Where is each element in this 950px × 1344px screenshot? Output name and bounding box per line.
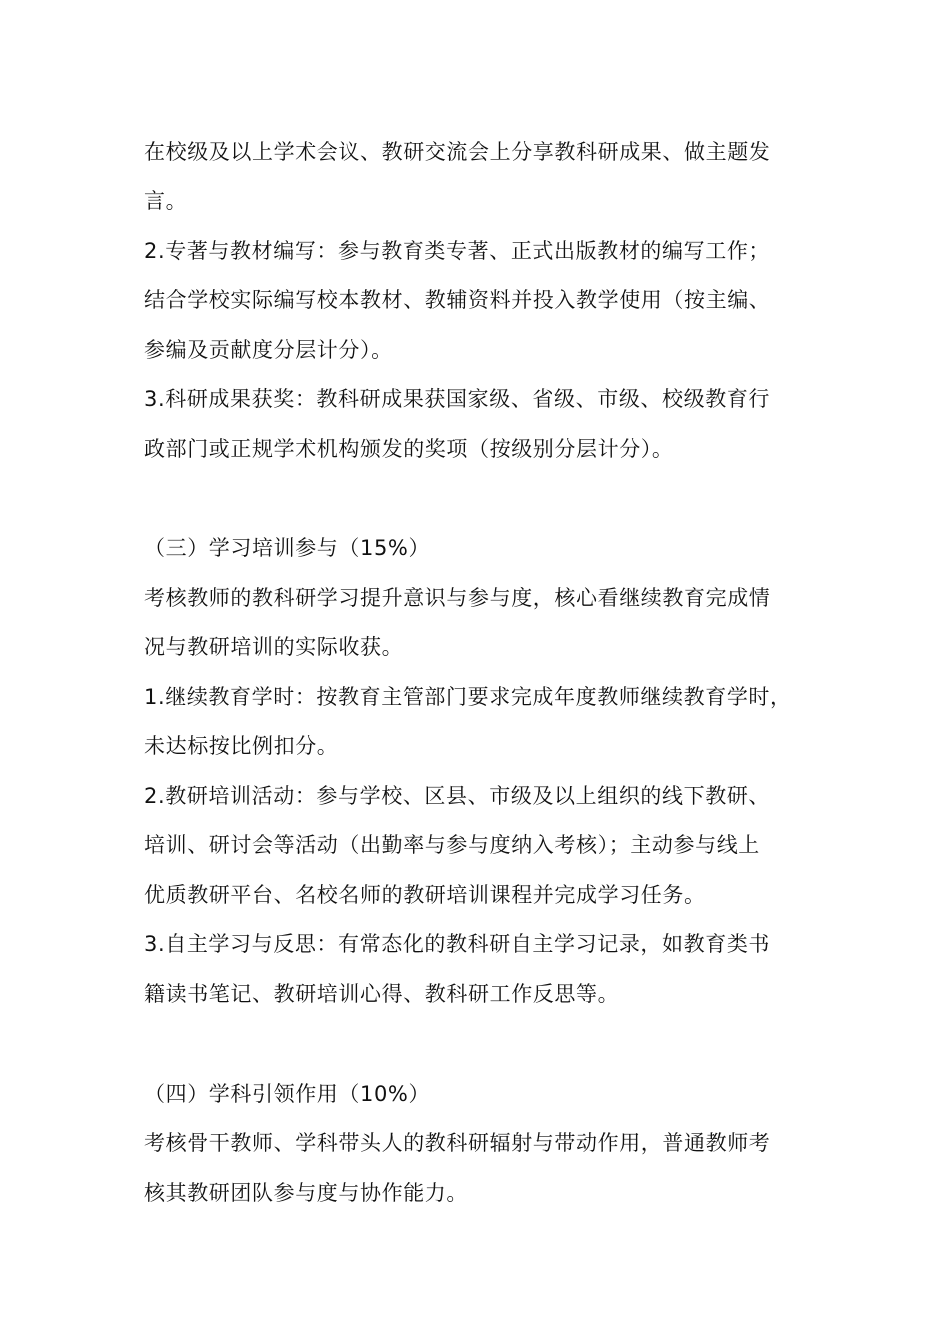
- list-item-line: 2.教研培训活动：参与学校、区县、市级及以上组织的线下教研、: [144, 784, 771, 808]
- list-item-line: 2.专著与教材编写：参与教育类专著、正式出版教材的编写工作；: [144, 239, 771, 263]
- section-heading: （三）学习培训参与（15%）: [144, 536, 431, 560]
- list-item-line: 1.继续教育学时：按教育主管部门要求完成年度教师继续教育学时，: [144, 685, 792, 709]
- list-item-line: 优质教研平台、名校名师的教研培训课程并完成学习任务。: [144, 883, 706, 907]
- section-heading: （四）学科引领作用（10%）: [144, 1082, 431, 1106]
- list-item-line: 未达标按比例扣分。: [144, 734, 339, 758]
- paragraph-line: 在校级及以上学术会议、教研交流会上分享教科研成果、做主题发: [144, 140, 771, 164]
- list-item-line: 籍读书笔记、教研培训心得、教科研工作反思等。: [144, 982, 620, 1006]
- paragraph-line: 核其教研团队参与度与协作能力。: [144, 1181, 468, 1205]
- list-item-line: 3.自主学习与反思：有常态化的教科研自主学习记录，如教育类书: [144, 932, 771, 956]
- paragraph-line: 考核骨干教师、学科带头人的教科研辐射与带动作用，普通教师考: [144, 1131, 771, 1155]
- paragraph-line: 况与教研培训的实际收获。: [144, 635, 404, 659]
- list-item-line: 参编及贡献度分层计分）。: [144, 338, 393, 362]
- paragraph-line: 考核教师的教科研学习提升意识与参与度，核心看继续教育完成情: [144, 586, 771, 610]
- paragraph-line: 言。: [144, 189, 188, 213]
- list-item-line: 培训、研讨会等活动（出勤率与参与度纳入考核）；主动参与线上: [144, 833, 760, 857]
- list-item-line: 结合学校实际编写校本教材、教辅资料并投入教学使用（按主编、: [144, 288, 771, 312]
- list-item-line: 3.科研成果获奖：教科研成果获国家级、省级、市级、校级教育行: [144, 387, 771, 411]
- list-item-line: 政部门或正规学术机构颁发的奖项（按级别分层计分）。: [144, 437, 674, 461]
